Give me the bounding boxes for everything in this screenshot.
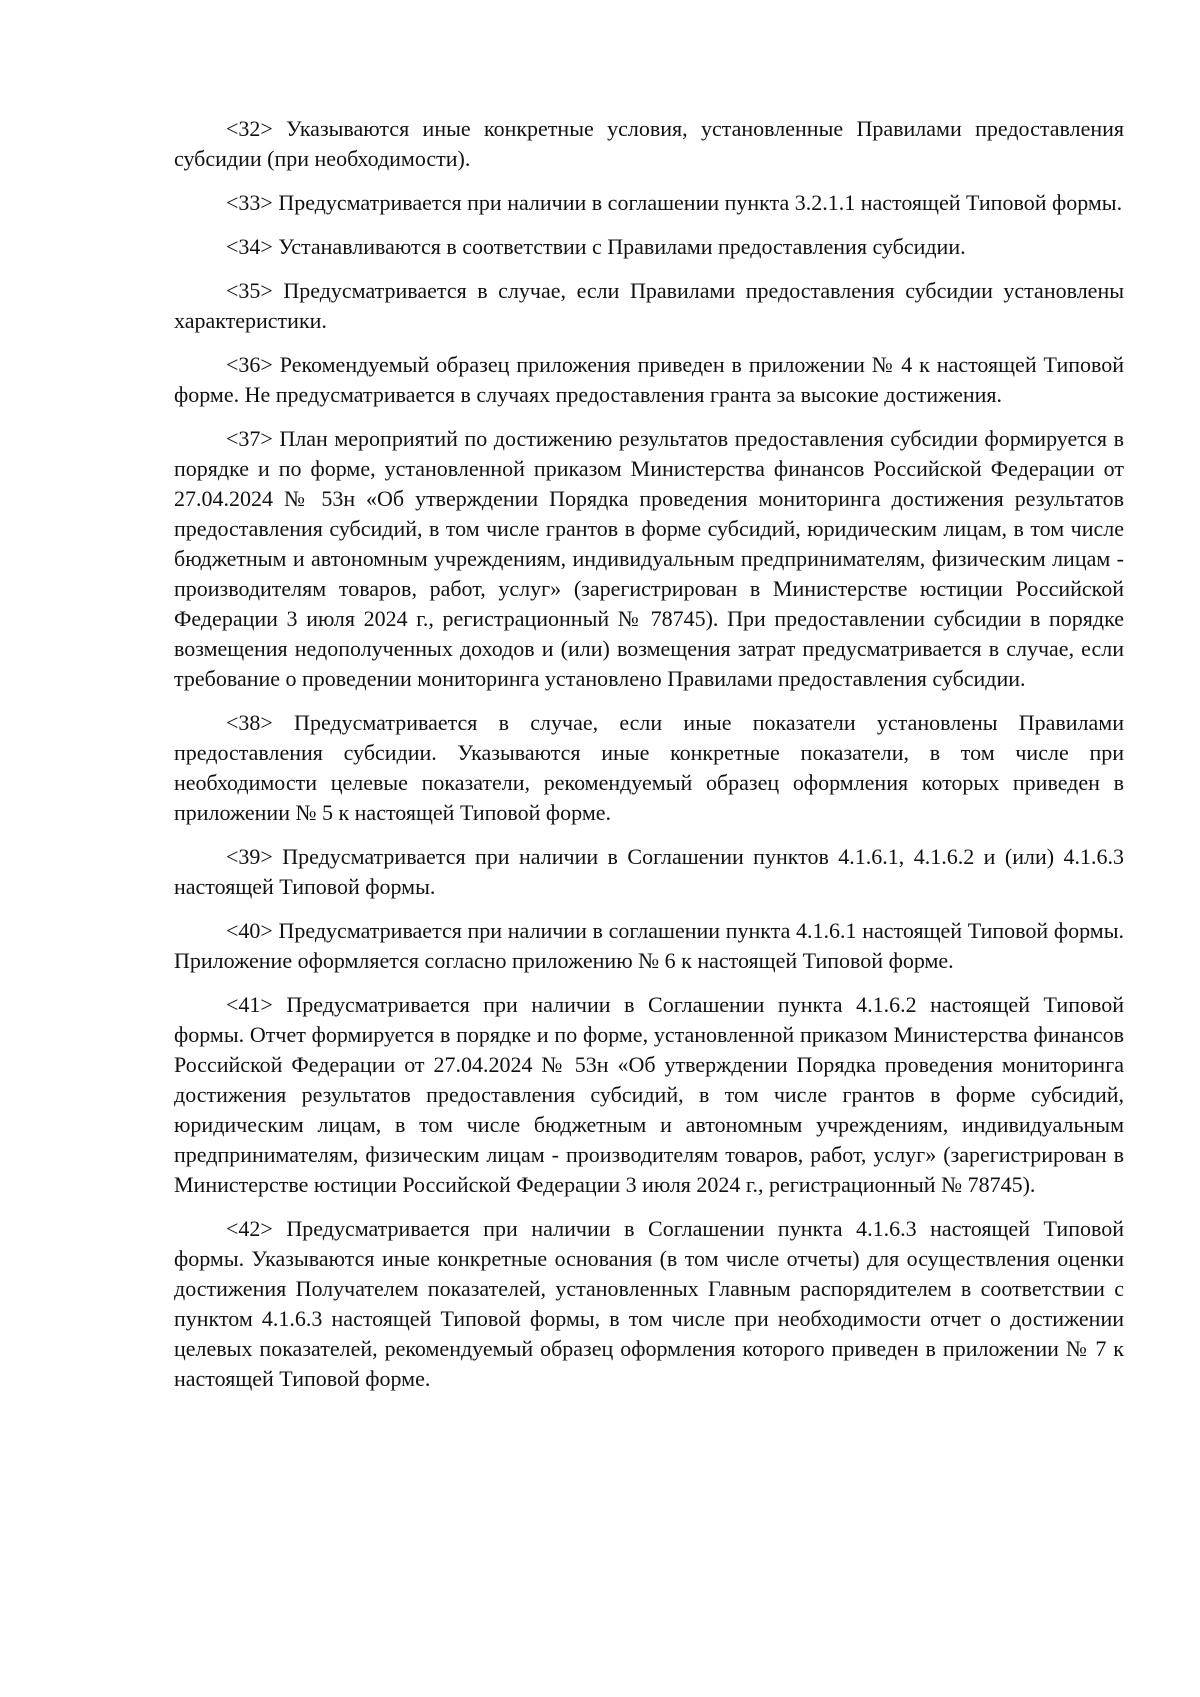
- footnote-37: <37> План мероприятий по достижению результатов предоставления субсидии формируется в порядке и по форме, установленной приказом Министерства финансов Российской Федерации от 27.04.2024 № 53н «Об утверждении Порядка проведения мониторинга достижения результатов предоставления субсидий, в том числе грантов в форме субсидий, юридическим лицам, в том числе бюджетным и автономным учреждениям, индивидуальным предпринимателям, физическим лицам - производителям товаров, работ, услуг» (зарегистрирован в Министерстве юстиции Российской Федерации 3 июля 2024 г., регистрационный № 78745). При предоставлении субсидии в порядке возмещения недополученных доходов и (или) возмещения затрат предусматривается в случае, если требование о проведении мониторинга установлено Правилами предоставления субсидии.: [174, 426, 1124, 691]
- footnote-39: <39> Предусматривается при наличии в Соглашении пунктов 4.1.6.1, 4.1.6.2 и (или) 4.1.6.3 настоящей Типовой формы.: [174, 844, 1124, 899]
- footnote-41: <41> Предусматривается при наличии в Соглашении пункта 4.1.6.2 настоящей Типовой формы. Отчет формируется в порядке и по форме, установленной приказом Министерства финансов Российской Федерации от 27.04.2024 № 53н «Об утверждении Порядка проведения мониторинга достижения результатов предоставления субсидий, в том числе грантов в форме субсидий, юридическим лицам, в том числе бюджетным и автономным учреждениям, индивидуальным предпринимателям, физическим лицам - производителям товаров, работ, услуг» (зарегистрирован в Министерстве юстиции Российской Федерации 3 июля 2024 г., регистрационный № 78745).: [174, 992, 1124, 1197]
- footnote-35: <35> Предусматривается в случае, если Правилами предоставления субсидии установлены характеристики.: [174, 278, 1124, 333]
- footnote-36: <36> Рекомендуемый образец приложения приведен в приложении № 4 к настоящей Типовой форме. Не предусматривается в случаях предоставления гранта за высокие достижения.: [174, 352, 1124, 407]
- footnote-38: <38> Предусматривается в случае, если иные показатели установлены Правилами предоставления субсидии. Указываются иные конкретные показатели, в том числе при необходимости целевые показатели, рекомендуемый образец оформления которых приведен в приложении № 5 к настоящей Типовой форме.: [174, 710, 1124, 825]
- footnote-34: <34> Устанавливаются в соответствии с Правилами предоставления субсидии.: [226, 234, 966, 259]
- footnote-32: <32> Указываются иные конкретные условия, установленные Правилами предоставления субсидии (при необходимости).: [174, 116, 1124, 171]
- document-page: [174, 114, 1124, 1408]
- footnote-33: <33> Предусматривается при наличии в соглашении пункта 3.2.1.1 настоящей Типовой формы.: [226, 190, 1123, 215]
- footnote-40: <40> Предусматривается при наличии в соглашении пункта 4.1.6.1 настоящей Типовой формы. Приложение оформляется согласно приложению № 6 к настоящей Типовой форме.: [174, 918, 1124, 973]
- footnote-42: <42> Предусматривается при наличии в Соглашении пункта 4.1.6.3 настоящей Типовой формы. Указываются иные конкретные основания (в том числе отчеты) для осуществления оценки достижения Получателем показателей, установленных Главным распорядителем в соответствии с пунктом 4.1.6.3 настоящей Типовой формы, в том числе при необходимости отчет о достижении целевых показателей, рекомендуемый образец оформления которого приведен в приложении № 7 к настоящей Типовой форме.: [174, 1216, 1124, 1391]
